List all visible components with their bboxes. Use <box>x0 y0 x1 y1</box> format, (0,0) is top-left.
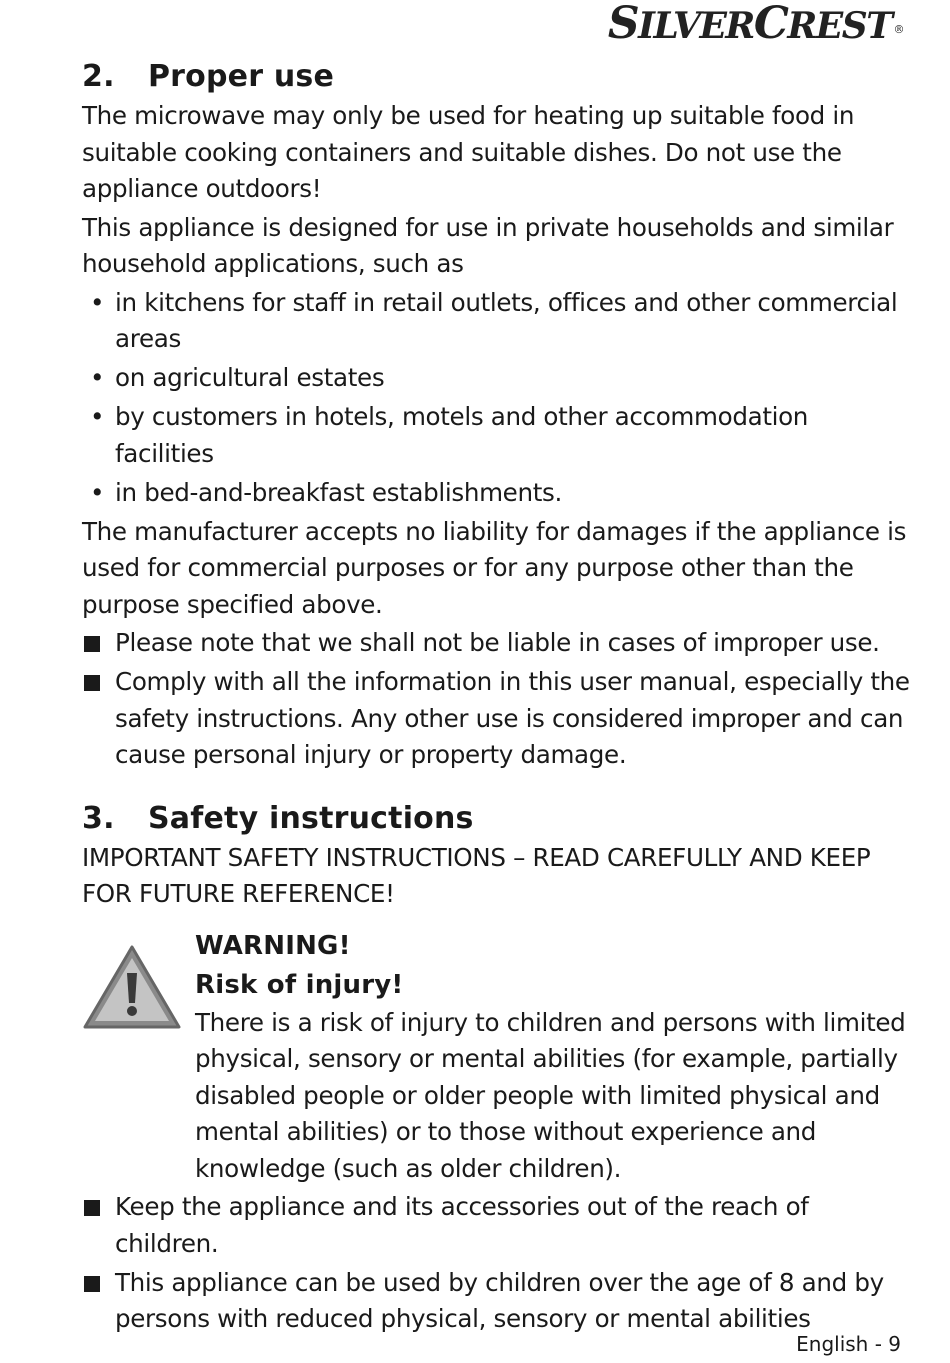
list-item: • on agricultural estates <box>90 363 385 392</box>
usage-list <box>82 285 912 512</box>
square-bullet-icon <box>84 636 100 652</box>
section-heading-proper-use: 2. Proper use <box>82 59 335 94</box>
square-bullet-icon <box>84 1200 100 1216</box>
page-number: English - 9 <box>796 1332 901 1356</box>
list-item: • by customers in hotels, motels and other accommodation facilities <box>90 402 809 468</box>
list-item: This appliance can be used by children over the age of 8 and by persons with reduced physical, sensory or mental abilities <box>82 1265 912 1338</box>
warning-triangle-icon <box>82 943 182 1031</box>
brand-logo: SILVERCREST ® <box>607 0 903 49</box>
list-item: • in kitchens for staff in retail outlets, offices and other commercial areas <box>90 287 898 353</box>
proper-use-notes <box>82 625 912 774</box>
paragraph-liability: The manufacturer accepts no liability for damages if the appliance is used for commercial purposes or for any purpose other than the purpose specified above. <box>82 516 907 619</box>
warning-block <box>82 927 912 1188</box>
list-item: • in bed-and-breakfast establishments. <box>90 477 562 507</box>
safety-notes <box>82 1189 912 1338</box>
warning-label: WARNING! <box>195 930 351 961</box>
important-notice: IMPORTANT SAFETY INSTRUCTIONS – READ CAREFULLY AND KEEP FOR FUTURE REFERENCE! <box>82 842 871 908</box>
list-item: Comply with all the information in this user manual, especially the safety instructions. Any other use is considered improper and can cause personal injury or property damage. <box>82 664 912 774</box>
paragraph-household-use: This appliance is designed for use in private households and similar household applications, such as <box>82 212 894 278</box>
list-item: Please note that we shall not be liable in cases of improper use. <box>82 625 912 662</box>
warning-subtitle: Risk of injury! <box>195 969 404 1000</box>
warning-text: There is a risk of injury to children and persons with limited physical, sensory or mental abilities (for example, partially disabled people or older people with limited physical and mental abilities) or to those without experience and knowledge (such as older children). <box>195 1007 906 1183</box>
square-bullet-icon <box>84 1276 100 1292</box>
section-heading-safety-instructions: 3. Safety instructions <box>82 800 474 836</box>
paragraph-intended-use: The microwave may only be used for heating up suitable food in suitable cooking containers and suitable dishes. Do not use the appliance outdoors! <box>82 101 855 203</box>
square-bullet-icon <box>84 675 100 691</box>
page-content <box>82 56 912 1340</box>
list-item: Keep the appliance and its accessories out of the reach of children. <box>82 1189 912 1262</box>
